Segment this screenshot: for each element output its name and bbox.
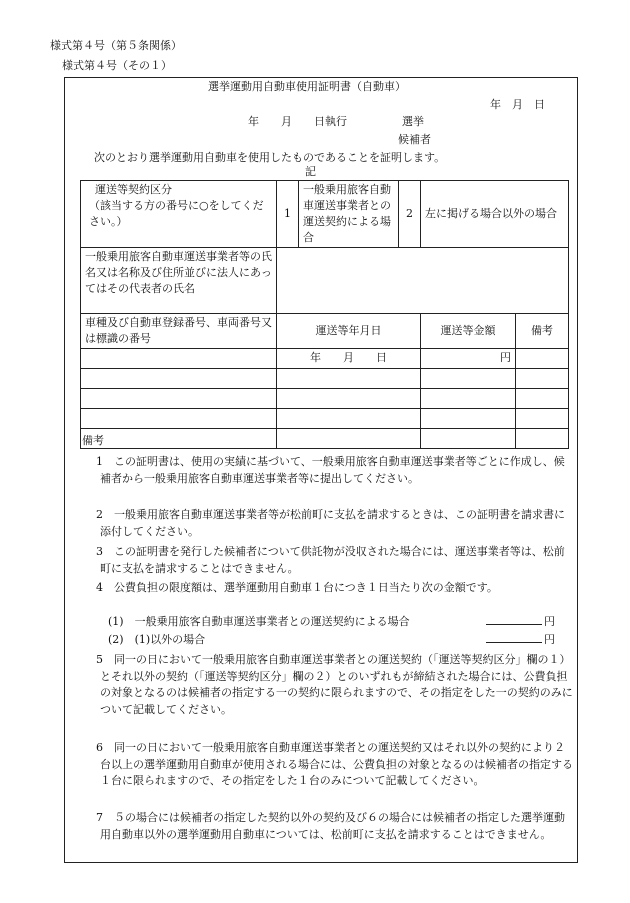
operator-field[interactable] xyxy=(277,247,569,313)
amount-cell-empty[interactable] xyxy=(421,428,516,448)
yen-unit: 円 xyxy=(544,615,555,628)
date-cell-empty[interactable] xyxy=(277,388,421,408)
amount-blank[interactable] xyxy=(486,614,542,625)
date-cell-empty[interactable] xyxy=(277,368,421,388)
document-title: 選挙運動用自動車使用証明書（自動車） xyxy=(208,80,406,93)
note-6: 6 同一の日において一般乗用旅客自動車運送事業者との運送契約又はそれ以外の契約により２台以上の選挙運動用自動車が使用される場合には、公費負担の対象となるのは候補者の指定する１台に限られますので、その指定をした１台のみについて記載してください。 xyxy=(96,741,573,787)
date-header: 運送等年月日 xyxy=(277,313,421,348)
sub-form-number: 様式第４号（その１） xyxy=(62,59,172,72)
note-2: 2 一般乗用旅客自動車運送事業者等が松前町に支払を請求するときは、この証明書を請求書に添付してください。 xyxy=(96,508,565,538)
note-7: 7 ５の場合には候補者の指定した契約以外の契約及び６の場合には候補者の指定した選挙運動用自動車以外の選挙運動用自動車については、松前町に支払を請求することはできません。 xyxy=(96,811,565,841)
amount-cell-empty[interactable] xyxy=(421,368,516,388)
note-4-item-1-amount xyxy=(486,614,555,631)
contract-type-label: 運送等契約区分 xyxy=(95,183,172,196)
notes-label: 備考 xyxy=(82,434,104,447)
option-1-text: 一般乗用旅客自動車運送事業者との運送契約による場合 xyxy=(299,181,399,248)
yen-unit: 円 xyxy=(544,633,555,646)
operator-label: 一般乗用旅客自動車運送事業者等の氏名又は名称及び住所並びに法人にあってはその代表者の氏名 xyxy=(81,247,277,313)
election-date-line: 年 月 日執行 選挙 xyxy=(248,115,424,128)
note-4: 4 公費負担の限度額は、選挙運動用自動車１台につき１日当たり次の金額です。 xyxy=(96,581,498,594)
note-5: 5 同一の日において一般乗用旅客自動車運送事業者との運送契約（「運送等契約区分」欄の１）とそれ以外の契約（「運送等契約区分」欄の２）とのいずれもが締結された場合には、公費負担の対象となるのは候補者の指定する一の契約に限られますので、その指定をした一の契約のみについて記載してください。 xyxy=(96,653,573,716)
usage-table xyxy=(80,180,569,449)
amount-blank[interactable] xyxy=(486,632,542,643)
vehicle-label: 車種及び自動車登録番号、車両番号又は標識の番号 xyxy=(81,313,277,348)
note-3: 3 この証明書を発行した候補者について供託物が没収された場合には、運送事業者等は、松前町に支払を請求することはできません。 xyxy=(96,545,565,575)
ki-mark: 記 xyxy=(305,165,316,178)
amount-cell-empty[interactable] xyxy=(421,388,516,408)
option-1-number[interactable]: 1 xyxy=(277,181,299,248)
remarks-cell-empty[interactable] xyxy=(516,388,569,408)
note-1: 1 この証明書は、使用の実績に基づいて、一般乗用旅客自動車運送事業者等ごとに作成し、候補者から一般乗用旅客自動車運送事業者等に提出してください。 xyxy=(96,455,565,485)
amount-cell-empty[interactable] xyxy=(421,408,516,428)
contract-type-cell xyxy=(81,181,277,248)
note-4-item-1: (1) 一般乗用旅客自動車運送事業者との運送契約による場合 xyxy=(108,615,410,628)
option-2-text: 左に掲げる場合以外の場合 xyxy=(421,181,569,248)
table-row[interactable] xyxy=(81,428,277,448)
table-row[interactable] xyxy=(81,408,277,428)
remarks-cell-empty[interactable] xyxy=(516,408,569,428)
issue-date-line: 年 月 日 xyxy=(490,98,545,111)
date-cell-empty[interactable] xyxy=(277,408,421,428)
date-cell[interactable]: 年 月 日 xyxy=(277,348,421,368)
intro-text: 次のとおり選挙運動用自動車を使用したものであることを証明します。 xyxy=(94,151,446,164)
date-cell-empty[interactable] xyxy=(277,428,421,448)
candidate-label: 候補者 xyxy=(398,133,431,146)
remarks-cell-empty[interactable] xyxy=(516,428,569,448)
remarks-header: 備考 xyxy=(516,313,569,348)
table-row[interactable] xyxy=(81,388,277,408)
option-2-number[interactable]: 2 xyxy=(399,181,421,248)
table-row[interactable] xyxy=(81,368,277,388)
amount-cell[interactable]: 円 xyxy=(421,348,516,368)
remarks-cell[interactable] xyxy=(516,348,569,368)
contract-type-note: （該当する方の番号に○をしてください。） xyxy=(89,198,264,228)
note-4-item-2-amount xyxy=(486,632,555,649)
remarks-cell-empty[interactable] xyxy=(516,368,569,388)
form-number: 様式第４号（第５条関係） xyxy=(50,39,182,52)
vehicle-cell[interactable] xyxy=(81,348,277,368)
note-4-item-2: (2) (1)以外の場合 xyxy=(108,633,206,646)
amount-header: 運送等金額 xyxy=(421,313,516,348)
